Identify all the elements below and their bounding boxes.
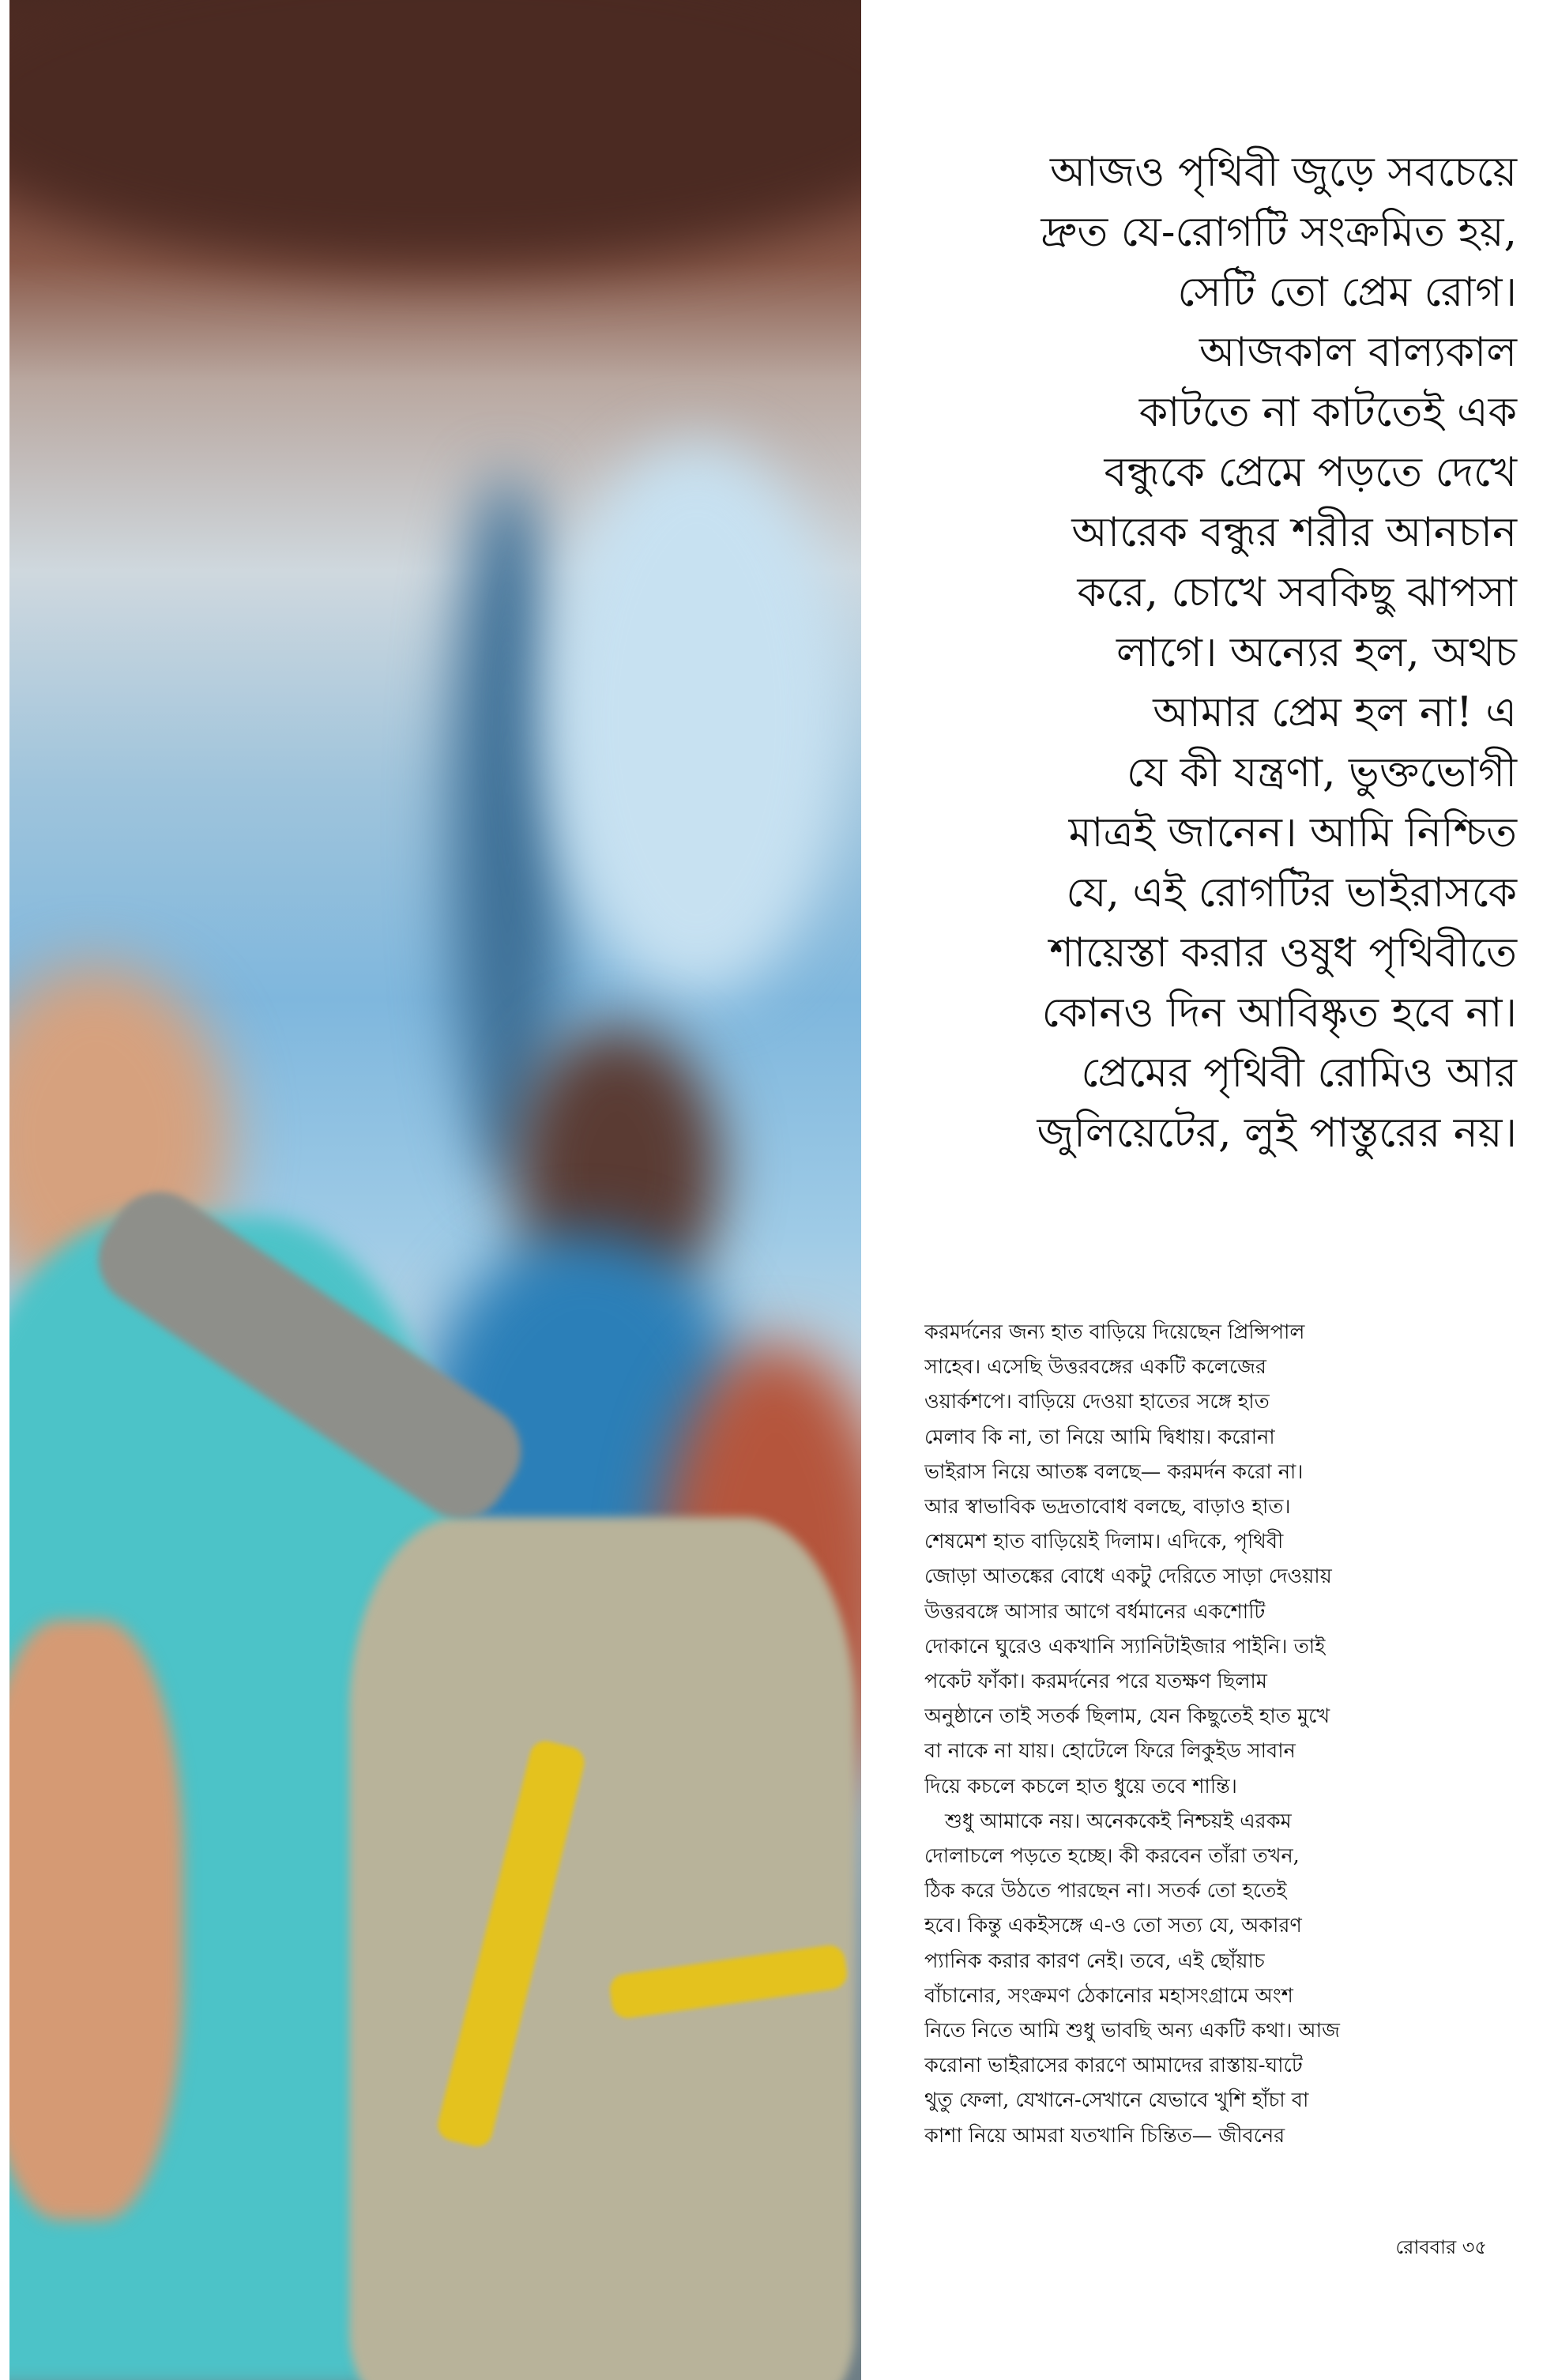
- article-line: দোলাচলে পড়তে হচ্ছে। কী করবেন তাঁরা তখন,: [924, 1844, 1300, 1869]
- article-line: জোড়া আতঙ্কের বোধে একটু দেরিতে সাড়া দেওয়ায়: [924, 1565, 1332, 1589]
- pull-quote-line: মাত্রই জানেন। আমি নিশ্চিত: [1068, 809, 1517, 857]
- text-column: [909, 0, 1525, 2380]
- article-line: শেষমেশ হাত বাড়িয়েই দিলাম। এদিকে, পৃথিবী: [924, 1530, 1284, 1554]
- article-line: থুতু ফেলা, যেখানে-সেখানে যেভাবে খুশি হাঁচা বা: [924, 2088, 1309, 2113]
- article-line: ওয়ার্কশপে। বাড়িয়ে দেওয়া হাতের সঙ্গে হাত: [924, 1390, 1270, 1414]
- article-body: [924, 1315, 1509, 2153]
- pull-quote-line: লাগে। অন্যের হল, অথচ: [1116, 629, 1517, 676]
- article-line: পকেট ফাঁকা। করমর্দনের পরে যতক্ষণ ছিলাম: [924, 1670, 1267, 1694]
- article-line: করমর্দনের জন্য হাত বাড়িয়ে দিয়েছেন প্রিন্সিপাল: [924, 1320, 1305, 1344]
- article-line: দিয়ে কচলে কচলে হাত ধুয়ে তবে শান্তি।: [924, 1774, 1237, 1798]
- pull-quote-line: প্রেমের পৃথিবী রোমিও আর: [1081, 1049, 1517, 1097]
- pull-quote-line: দ্রুত যে-রোগটি সংক্রমিত হয়,: [1041, 209, 1517, 256]
- pull-quote-line: যে কী যন্ত্রণা, ভুক্তভোগী: [1127, 749, 1517, 796]
- pull-quote-line: করে, চোখে সবকিছু ঝাপসা: [1077, 569, 1517, 616]
- page-footer: রোববার ৩৫: [1395, 2236, 1487, 2258]
- article-line: ঠিক করে উঠতে পারছেন না। সতর্ক তো হতেই: [924, 1879, 1287, 1904]
- article-line: আর স্বাভাবিক ভদ্রতাবোধ বলছে, বাড়াও হাত।: [924, 1495, 1291, 1520]
- pull-quote-line: যে, এই রোগটির ভাইরাসকে: [1066, 869, 1517, 917]
- pull-quote: [916, 142, 1517, 1163]
- article-line: উত্তরবঙ্গে আসার আগে বর্ধমানের একশোটি: [924, 1599, 1266, 1624]
- article-line: হবে। কিন্তু একইসঙ্গে এ-ও তো সত্য যে, অকারণ: [924, 1914, 1302, 1938]
- backpack: [349, 1517, 855, 2380]
- article-line: বাঁচানোর, সংক্রমণ ঠেকানোর মহাসংগ্রামে অংশ: [924, 1983, 1293, 2008]
- article-line: সাহেব। এসেছি উত্তরবঙ্গের একটি কলেজের: [924, 1355, 1266, 1380]
- article-line: বা নাকে না যায়। হোটেলে ফিরে লিকুইড সাবান: [924, 1739, 1296, 1764]
- article-line: শুধু আমাকে নয়। অনেককেই নিশ্চয়ই এরকম: [945, 1809, 1292, 1833]
- article-line: কাশা নিয়ে আমরা যতখানি চিন্তিত— জীবনের: [924, 2123, 1285, 2148]
- article-line: নিতে নিতে আমি শুধু ভাবছি অন্য একটি কথা। আজ: [924, 2019, 1340, 2043]
- article-line: করোনা ভাইরাসের কারণে আমাদের রাস্তায়-ঘাটে: [924, 2054, 1303, 2078]
- man-arm: [9, 1620, 183, 2220]
- pull-quote-line: বন্ধুকে প্রেমে পড়তে দেখে: [1104, 449, 1517, 496]
- article-line: প্যানিক করার কারণ নেই। তবে, এই ছোঁয়াচ: [924, 1949, 1265, 1973]
- pull-quote-line: কাটতে না কাটতেই এক: [1138, 389, 1517, 436]
- pull-quote-line: কোনও দিন আবিষ্কৃত হবে না।: [1041, 989, 1517, 1037]
- pull-quote-line: জুলিয়েটের, লুই পাস্তুরের নয়।: [1037, 1109, 1517, 1157]
- bright-sky-area: [547, 442, 847, 996]
- pull-quote-line: আজও পৃথিবী জুড়ে সবচেয়ে: [1049, 149, 1517, 196]
- article-line: ভাইরাস নিয়ে আতঙ্ক বলছে— করমর্দন করো না।: [924, 1459, 1304, 1484]
- article-line: দোকানে ঘুরেও একখানি স্যানিটাইজার পাইনি। তাই: [924, 1634, 1326, 1659]
- article-line: অনুষ্ঠানে তাই সতর্ক ছিলাম, যেন কিছুতেই হাত মুখে: [924, 1704, 1330, 1729]
- pull-quote-line: আজকাল বাল্যকাল: [1199, 329, 1517, 376]
- backpack-photo: [9, 0, 861, 2380]
- roof-shadow: [9, 0, 861, 269]
- pull-quote-line: শায়েস্তা করার ওষুধ পৃথিবীতে: [1049, 929, 1517, 977]
- pull-quote-line: আরেক বন্ধুর শরীর আনচান: [1071, 509, 1517, 556]
- article-line: মেলাব কি না, তা নিয়ে আমি দ্বিধায়। করোনা: [924, 1425, 1275, 1449]
- pull-quote-line: সেটি তো প্রেম রোগ।: [1177, 269, 1517, 316]
- pull-quote-line: আমার প্রেম হল না! এ: [1153, 689, 1517, 736]
